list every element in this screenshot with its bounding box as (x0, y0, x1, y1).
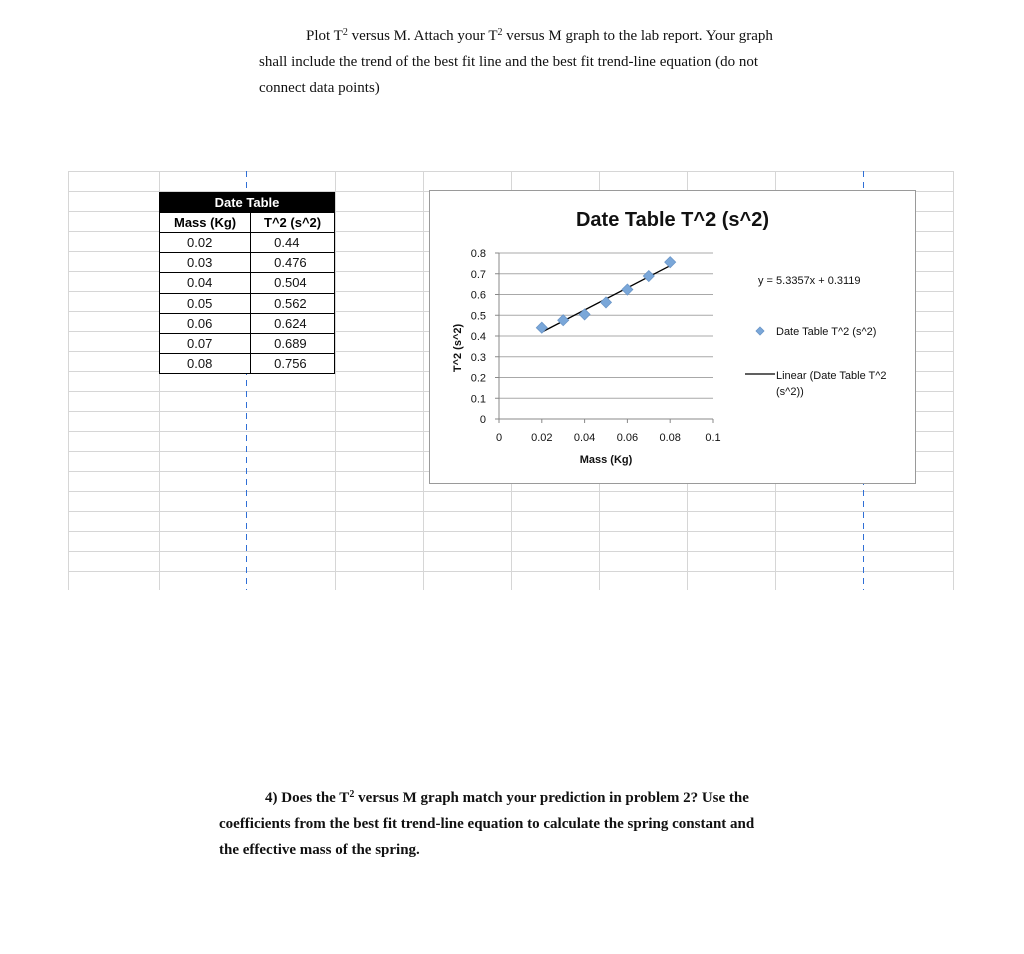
table-row (160, 273, 335, 293)
chart-plot (430, 191, 917, 485)
table-row (160, 233, 335, 253)
cell-mass: 0.04 (160, 273, 251, 293)
table-row (160, 354, 335, 374)
cell-t2: 0.476 (251, 253, 335, 273)
legend-marker-icon (756, 327, 764, 335)
x-tick-label: 0.04 (573, 432, 596, 444)
cell-t2: 0.624 (251, 313, 335, 333)
cell-t2: 0.504 (251, 273, 335, 293)
trendline-equation: y = 5.3357x + 0.3119 (758, 275, 861, 287)
y-tick-label: 0.8 (470, 248, 486, 260)
col-header-t2: T^2 (s^2) (251, 213, 335, 233)
data-table (159, 192, 335, 374)
data-point (601, 297, 612, 308)
data-point (665, 257, 676, 268)
y-tick-label: 0.2 (470, 372, 486, 385)
chart (429, 190, 916, 484)
y-tick-label: 0.5 (470, 310, 486, 323)
y-axis-label: T^2 (s^2) (452, 323, 464, 373)
data-point (579, 309, 590, 320)
y-tick-label: 0.6 (470, 289, 486, 302)
question-line-1: 4) Does the $T^2$ versus M graph match your prediction in problem 2? Use the (265, 789, 749, 806)
y-tick-label: 0.3 (470, 351, 486, 364)
x-tick-label: 0.06 (616, 432, 639, 444)
legend-line-label: Linear (Date Table T^2 (776, 370, 887, 382)
y-tick-label: 0.4 (470, 331, 486, 343)
data-point (558, 315, 569, 326)
cell-mass: 0.03 (160, 253, 251, 273)
y-tick-label: 0 (479, 414, 486, 426)
x-tick-label: 0 (495, 432, 503, 444)
cell-mass: 0.05 (160, 293, 251, 313)
chart-title: Date Table T^2 (s^2) (575, 209, 770, 231)
cell-t2: 0.689 (251, 333, 335, 353)
y-tick-label: 0.1 (470, 393, 486, 406)
legend-line-label-cont: (s^2)) (776, 386, 804, 398)
instructions-line-1: Plot $T^2$ versus M. Attach your $T^2$ versus M graph to the lab report. Your graph (306, 27, 773, 44)
cell-mass: 0.07 (160, 333, 251, 353)
instructions-line-3: connect data points) (259, 80, 380, 96)
table-row (160, 313, 335, 333)
cell-t2: 0.562 (251, 293, 335, 313)
table-row (160, 333, 335, 353)
table-title: Date Table (160, 193, 335, 213)
question-line-2: coefficients from the best fit trend-line equation to calculate the spring constant and (219, 816, 755, 832)
col-header-mass: Mass (Kg) (160, 213, 251, 233)
cell-t2: 0.756 (251, 354, 335, 374)
x-axis-label: Mass (Kg) (579, 454, 633, 466)
x-tick-label: 0.02 (531, 432, 553, 444)
data-point (643, 271, 654, 282)
y-tick-label: 0.7 (470, 268, 486, 281)
cell-t2: 0.44 (251, 233, 335, 253)
x-tick-label: 0.1 (705, 432, 721, 444)
instructions-line-2: shall include the trend of the best fit line and the best fit trend-line equation (do not (259, 54, 759, 70)
cell-mass: 0.06 (160, 313, 251, 333)
legend-marker-label: Date Table T^2 (s^2) (776, 326, 877, 338)
cell-mass: 0.08 (160, 354, 251, 374)
table-row (160, 253, 335, 273)
cell-mass: 0.02 (160, 233, 251, 253)
table-row (160, 293, 335, 313)
question-line-3: the effective mass of the spring. (219, 842, 420, 858)
x-tick-label: 0.08 (659, 432, 681, 444)
data-point (536, 322, 547, 333)
question-paragraph (219, 785, 799, 863)
